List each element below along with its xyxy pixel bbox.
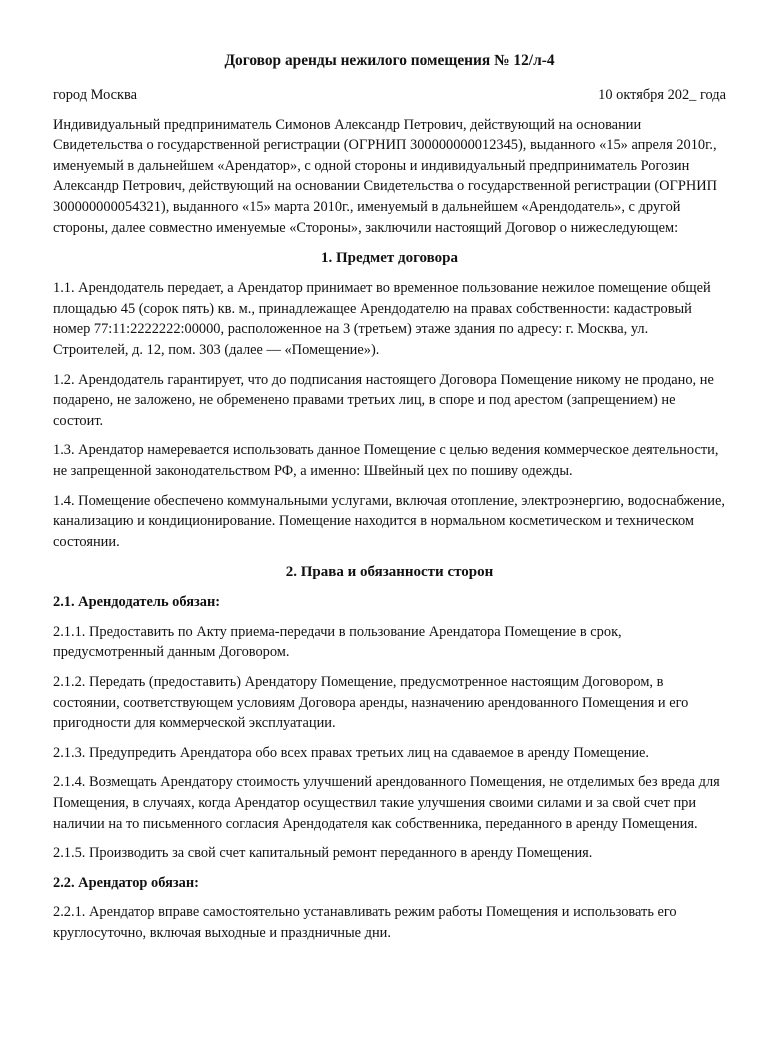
clause-1-2: 1.2. Арендодатель гарантирует, что до подписания настоящего Договора Помещение никому не продано, не подарено, не заложено, не обременено правами третьих лиц, в споре и под арестом (запрещением) не состоит. — [53, 371, 714, 429]
document-title: Договор аренды нежилого помещения № 12/л-4 — [224, 52, 555, 69]
clause-2-1-5: 2.1.5. Производить за свой счет капитальный ремонт переданного в аренду Помещения. — [53, 845, 593, 862]
preamble-paragraph: Индивидуальный предприниматель Симонов Александр Петрович, действующий на основании Свидетельства о государственной регистрации (ОГРНИП 300000000012345), выданного «15» апреля 2010г., именуемый в дальнейшем «Арендатор», с одной стороны и индивидуальный предприниматель Рогозин Александр Петрович, действующий на основании Свидетельства о государственной регистрации (ОГРНИП 300000000054321), выданного «15» марта 2010г., именуемый в дальнейшем «Арендодатель», с другой стороны, далее совместно именуемые «Стороны», заключили настоящий Договор о нижеследующем: — [53, 116, 718, 236]
clause-1-3: 1.3. Арендатор намеревается использовать данное Помещение с целью ведения коммерческое деятельности, не запрещенной законодательством РФ, а именно: Швейный цех по пошиву одежды. — [53, 442, 719, 479]
place-date-line — [53, 85, 726, 106]
section-2-heading: 2. Права и обязанности сторон — [285, 564, 494, 581]
subsection-2-2-heading: 2.2. Арендатор обязан: — [53, 874, 199, 891]
clause-2-2-1: 2.2.1. Арендатор вправе самостоятельно устанавливать режим работы Помещения и использовать его круглосуточно, включая выходные и праздничные дни. — [53, 904, 677, 941]
clause-2-1-3: 2.1.3. Предупредить Арендатора обо всех правах третьих лиц на сдаваемое в аренду Помещение. — [53, 744, 650, 761]
contract-city: город Москва — [53, 87, 137, 103]
clause-2-1-4: 2.1.4. Возмещать Арендатору стоимость улучшений арендованного Помещения, не отделимых без вреда для Помещения, в случаях, когда Арендатор осуществил такие улучшения своими силами и за свой счет при наличии на то письменного согласия Арендодателя как собственника, переданного в аренду Помещения. — [53, 774, 720, 832]
clause-2-1-1: 2.1.1. Предоставить по Акту приема-передачи в пользование Арендатора Помещение в срок, предусмотренный данным Договором. — [53, 623, 622, 661]
subsection-2-1-heading: 2.1. Арендодатель обязан: — [53, 594, 221, 611]
section-1-heading: 1. Предмет договора — [320, 250, 459, 267]
clause-2-1-2: 2.1.2. Передать (предоставить) Арендатору Помещение, предусмотренное настоящим Договором, в состоянии, соответствующем условиям Договора аренды, назначению арендованного Помещения и его пригодности для коммерческой эксплуатации. — [53, 674, 689, 732]
contract-date: 10 октября 202_ года — [598, 87, 726, 103]
clause-1-4: 1.4. Помещение обеспечено коммунальными услугами, включая отопление, электроэнергию, водоснабжение, канализацию и кондиционирование. Помещение находится в нормальном косметическом и техническом состоянии. — [53, 492, 725, 550]
clause-1-1: 1.1. Арендодатель передает, а Арендатор принимает во временное пользование нежилое помещение общей площадью 45 (сорок пять) кв. м., принадлежащее Арендодателю на правах собственности: кадастровый номер 77:11:2222222:00000, расположенное на 3 (третьем) этаже здания по адресу: г. Москва, ул. Строителей, д. 12, пом. 303 (далее — «Помещение»). — [53, 280, 711, 358]
